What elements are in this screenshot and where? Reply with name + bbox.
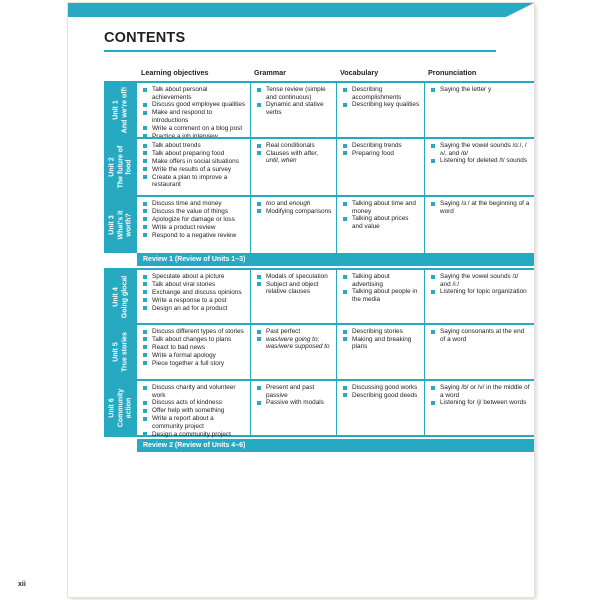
pronunciation-text: Saying the vowel sounds /ɑː/, /ʌ/, and /ɒ/	[440, 142, 527, 157]
vocabulary-cell	[336, 381, 424, 435]
pronunciation-cell	[424, 139, 534, 195]
bullet-icon	[143, 175, 147, 179]
grammar-item	[257, 328, 332, 336]
vocabulary-text: Describing good deeds	[352, 391, 418, 399]
unit-label-line: Unit 6	[107, 398, 115, 418]
unit-row	[104, 195, 534, 253]
bullet-icon	[257, 401, 261, 405]
vocabulary-item	[343, 215, 420, 230]
vocabulary-item	[343, 328, 420, 336]
pronunciation-text: Saying /ɜː/ at the beginning of a word	[440, 200, 530, 215]
unit-label-line: The future of	[116, 145, 124, 189]
objectives-text: Talk about preparing food	[152, 149, 225, 157]
grammar-text: Passive with modals	[266, 399, 324, 407]
objectives-item	[143, 289, 246, 297]
bullet-icon	[143, 217, 147, 221]
pronunciation-item	[431, 142, 530, 157]
pronunciation-text: Saying /b/ or /v/ in the middle of a word	[440, 384, 530, 399]
objectives-cell	[137, 270, 250, 323]
bullet-icon	[257, 275, 261, 279]
column-header-objectives: Learning objectives	[141, 68, 209, 77]
pronunciation-text: Listening for topic organization	[440, 288, 527, 296]
unit-row	[104, 268, 534, 323]
unit-row	[104, 137, 534, 195]
bullet-icon	[431, 330, 435, 334]
unit-label-line: worth?	[124, 213, 132, 237]
grammar-text: Modals of speculation	[266, 273, 328, 280]
bullet-icon	[257, 209, 261, 213]
bullet-icon	[257, 103, 261, 107]
bullet-icon	[143, 345, 147, 349]
unit-label-line: Unit 4	[112, 286, 119, 307]
objectives-text: Create a plan to improve a restaurant	[152, 173, 228, 189]
objectives-item	[143, 101, 246, 109]
grammar-text: Modifying comparisons	[266, 207, 332, 215]
grammar-item	[257, 399, 332, 407]
objectives-item	[143, 109, 246, 124]
vocabulary-item	[343, 288, 420, 303]
unit-label-line: Going glocal	[120, 275, 128, 318]
unit-label-line: action	[124, 397, 132, 419]
grammar-item	[257, 101, 332, 116]
grammar-text: Past perfect	[266, 328, 301, 335]
grammar-text: Present and past passive	[266, 384, 315, 399]
objectives-text: Talk about trends	[152, 142, 201, 149]
vocabulary-text: Making and breaking plans	[352, 335, 412, 351]
bullet-icon	[343, 290, 347, 294]
vocabulary-cell	[336, 83, 424, 137]
bullet-icon	[143, 225, 147, 229]
grammar-cell	[250, 197, 336, 253]
bullet-icon	[143, 353, 147, 357]
unit-label-line: And we're off!	[120, 86, 128, 134]
vocabulary-text: Describing accomplishments	[352, 86, 402, 101]
bullet-icon	[257, 386, 261, 390]
pronunciation-item	[431, 328, 530, 343]
unit-label-line: Unit 1	[112, 100, 119, 120]
objectives-item	[143, 328, 246, 336]
objectives-text: Discuss different types of stories	[152, 328, 244, 335]
objectives-item	[143, 200, 246, 208]
pronunciation-text: Saying the letter y	[440, 86, 492, 93]
unit-label	[112, 275, 129, 317]
vocabulary-text: Preparing food	[352, 149, 394, 157]
vocabulary-text: Talking about prices and value	[352, 215, 409, 230]
unit-tab	[104, 139, 137, 195]
pronunciation-item	[431, 157, 530, 165]
objectives-text: Offer help with something	[152, 407, 225, 415]
grammar-item	[257, 142, 332, 150]
unit-label	[108, 211, 134, 240]
bullet-icon	[431, 202, 435, 206]
objectives-text: Discuss good employee qualities	[152, 101, 246, 109]
bullet-icon	[257, 151, 261, 155]
unit-label	[112, 87, 129, 133]
vocabulary-item	[343, 200, 420, 215]
bullet-icon	[343, 103, 347, 107]
grammar-cell	[250, 83, 336, 137]
vocabulary-text: Describing stories	[352, 328, 403, 335]
unit-tab	[104, 197, 137, 253]
vocabulary-text: Talking about people in the media	[352, 288, 418, 303]
column-header-grammar: Grammar	[254, 68, 286, 77]
unit-row	[104, 379, 534, 437]
vocabulary-item	[343, 336, 420, 351]
objectives-cell	[137, 83, 250, 140]
bullet-icon	[143, 290, 147, 294]
vocabulary-text: Talking about advertising	[352, 273, 390, 288]
vocabulary-item	[343, 101, 420, 109]
unit-row	[104, 81, 534, 140]
objectives-item	[143, 336, 246, 344]
objectives-item	[143, 384, 246, 399]
vocabulary-item	[343, 86, 420, 101]
vocabulary-cell	[336, 270, 424, 323]
objectives-item	[143, 216, 246, 224]
objectives-text: Write a report about a community project	[152, 415, 214, 430]
objectives-text: Discuss acts of kindness	[152, 399, 222, 407]
pronunciation-cell	[424, 381, 534, 435]
grammar-text: Clauses with after, until, when	[266, 149, 319, 165]
objectives-text: Practice a job interview	[152, 132, 218, 140]
objectives-item	[143, 125, 246, 133]
bullet-icon	[143, 209, 147, 213]
vocabulary-text: Discussing good works	[352, 384, 418, 391]
vocabulary-cell	[336, 325, 424, 379]
grammar-item	[257, 150, 332, 165]
unit-label-line: food	[124, 159, 132, 175]
objectives-text: Write a response to a post	[152, 296, 227, 304]
objectives-item	[143, 86, 246, 101]
bullet-icon	[143, 337, 147, 341]
objectives-item	[143, 281, 246, 289]
column-header-vocabulary: Vocabulary	[340, 68, 379, 77]
unit-label-line: Unit 3	[107, 215, 115, 235]
bullet-icon	[431, 144, 435, 148]
objectives-item	[143, 158, 246, 166]
unit-label	[108, 146, 134, 189]
unit-tab	[104, 381, 137, 435]
vocabulary-item	[343, 150, 420, 158]
objectives-text: Discuss the value of things	[152, 207, 229, 215]
pronunciation-item	[431, 200, 530, 215]
grammar-item	[257, 384, 332, 399]
vocabulary-text: Describing key qualities	[352, 101, 420, 109]
bullet-icon	[343, 202, 347, 206]
objectives-item	[143, 407, 246, 415]
book-page	[18, 3, 534, 597]
objectives-cell	[137, 197, 250, 253]
review-banner: Review 1 (Review of Units 1–3)	[137, 253, 534, 266]
objectives-item	[143, 142, 246, 150]
objectives-text: Respond to a negative review	[152, 231, 237, 239]
unit-label	[112, 332, 129, 372]
grammar-cell	[250, 270, 336, 323]
objectives-text: Apologize for damage or loss	[152, 215, 235, 223]
objectives-item	[143, 150, 246, 158]
objectives-text: Design a community project	[152, 430, 231, 438]
bullet-icon	[257, 202, 261, 206]
bullet-icon	[143, 167, 147, 171]
bullet-icon	[143, 151, 147, 155]
grammar-cell	[250, 381, 336, 435]
pronunciation-item	[431, 399, 530, 407]
pronunciation-cell	[424, 197, 534, 253]
bullet-icon	[343, 275, 347, 279]
objectives-text: Make and respond to introductions	[152, 109, 213, 124]
pronunciation-item	[431, 288, 530, 296]
review-banner: Review 2 (Review of Units 4–6)	[137, 439, 534, 452]
unit-label	[108, 389, 134, 428]
bullet-icon	[431, 159, 435, 163]
pronunciation-cell	[424, 83, 534, 137]
page-number: xii	[18, 581, 26, 588]
objectives-item	[143, 360, 246, 368]
title-rule	[104, 50, 496, 52]
pronunciation-cell	[424, 270, 534, 323]
page-title: CONTENTS	[104, 30, 186, 46]
bullet-icon	[431, 290, 435, 294]
bullet-icon	[143, 401, 147, 405]
objectives-text: Speculate about a picture	[152, 273, 225, 280]
bullet-icon	[143, 432, 147, 436]
pronunciation-text: Saying consonants at the end of a word	[440, 328, 525, 343]
bullet-icon	[143, 330, 147, 334]
objectives-text: Exchange and discuss opinions	[152, 288, 242, 296]
vocabulary-item	[343, 273, 420, 288]
unit-row	[104, 323, 534, 379]
pronunciation-item	[431, 273, 530, 288]
bullet-icon	[143, 386, 147, 390]
objectives-text: Write a formal apology	[152, 351, 216, 359]
objectives-item	[143, 166, 246, 174]
objectives-text: Piece together a full story	[152, 359, 225, 367]
objectives-item	[143, 232, 246, 240]
bullet-icon	[257, 282, 261, 286]
objectives-item	[143, 399, 246, 407]
bullet-icon	[143, 88, 147, 92]
objectives-item	[143, 208, 246, 216]
bullet-icon	[143, 111, 147, 115]
bullet-icon	[143, 202, 147, 206]
bullet-icon	[143, 275, 147, 279]
grammar-item	[257, 208, 332, 216]
grammar-cell	[250, 325, 336, 379]
column-headers	[104, 68, 534, 82]
grammar-item	[257, 200, 332, 208]
objectives-text: Design an ad for a product	[152, 304, 228, 312]
objectives-item	[143, 297, 246, 305]
unit-tab	[104, 325, 137, 379]
bullet-icon	[143, 233, 147, 237]
objectives-item	[143, 352, 246, 360]
bullet-icon	[343, 217, 347, 221]
objectives-text: Write the results of a survey	[152, 165, 232, 173]
unit-label-line: Community	[116, 388, 124, 428]
grammar-item	[257, 86, 332, 101]
unit-label-line: Unit 2	[107, 157, 115, 177]
bullet-icon	[143, 361, 147, 365]
bullet-icon	[143, 417, 147, 421]
unit-label-line: Unit 5	[112, 342, 119, 362]
pronunciation-text: Listening for deleted /t/ sounds	[440, 157, 528, 165]
vocabulary-cell	[336, 197, 424, 253]
bullet-icon	[431, 275, 435, 279]
objectives-text: Discuss charity and volunteer work	[152, 384, 236, 399]
top-accent-bar	[68, 3, 534, 17]
grammar-item	[257, 273, 332, 281]
bullet-icon	[143, 298, 147, 302]
objectives-item	[143, 344, 246, 352]
bullet-icon	[257, 337, 261, 341]
grammar-item	[257, 281, 332, 296]
unit-tab	[104, 270, 137, 323]
unit-label-line: What's it	[116, 210, 124, 240]
unit-tab	[104, 83, 137, 137]
vocabulary-text: Talking about time and money	[352, 200, 416, 215]
objectives-text: Talk about personal achievements	[152, 86, 208, 101]
vocabulary-item	[343, 392, 420, 400]
grammar-text: Subject and object relative clauses	[266, 280, 319, 296]
objectives-text: Write a comment on a blog post	[152, 124, 243, 132]
column-header-pronunciation: Pronunciation	[428, 68, 477, 77]
bullet-icon	[343, 330, 347, 334]
objectives-text: Talk about changes to plans	[152, 335, 232, 343]
pronunciation-cell	[424, 325, 534, 379]
grammar-text: was/were going to; was/were supposed to	[266, 335, 330, 351]
bullet-icon	[343, 337, 347, 341]
objectives-item	[143, 431, 246, 439]
vocabulary-item	[343, 142, 420, 150]
objectives-text: Make offers in social situations	[152, 157, 239, 165]
objectives-item	[143, 305, 246, 313]
bullet-icon	[343, 151, 347, 155]
pronunciation-item	[431, 384, 530, 399]
bullet-icon	[143, 103, 147, 107]
bullet-icon	[343, 144, 347, 148]
unit-label-line: True stories	[120, 332, 128, 372]
bullet-icon	[431, 88, 435, 92]
pronunciation-text: Listening for /j/ between words	[440, 399, 527, 407]
bullet-icon	[257, 144, 261, 148]
bullet-icon	[143, 144, 147, 148]
objectives-cell	[137, 139, 250, 195]
pronunciation-item	[431, 86, 530, 94]
vocabulary-cell	[336, 139, 424, 195]
bullet-icon	[143, 409, 147, 413]
bullet-icon	[431, 386, 435, 390]
vocabulary-item	[343, 384, 420, 392]
bullet-icon	[343, 393, 347, 397]
grammar-text: Dynamic and stative verbs	[266, 101, 324, 116]
bullet-icon	[143, 159, 147, 163]
pronunciation-text: Saying the vowel sounds /ɪ/ and /iː/	[440, 273, 519, 288]
objectives-item	[143, 174, 246, 189]
objectives-cell	[137, 381, 250, 438]
bullet-icon	[143, 282, 147, 286]
objectives-item	[143, 273, 246, 281]
bullet-icon	[257, 88, 261, 92]
objectives-item	[143, 224, 246, 232]
grammar-text: too and enough	[266, 200, 311, 207]
grammar-item	[257, 336, 332, 351]
objectives-text: Talk about viral stories	[152, 280, 216, 288]
vocabulary-text: Describing trends	[352, 142, 402, 149]
bullet-icon	[343, 386, 347, 390]
grammar-text: Real conditionals	[266, 142, 315, 149]
bullet-icon	[343, 88, 347, 92]
objectives-text: Write a product review	[152, 223, 216, 231]
grammar-text: Tense review (simple and continuous)	[266, 86, 326, 101]
grammar-cell	[250, 139, 336, 195]
objectives-item	[143, 415, 246, 430]
objectives-text: Discuss time and money	[152, 200, 222, 207]
objectives-cell	[137, 325, 250, 379]
bullet-icon	[143, 306, 147, 310]
bullet-icon	[431, 401, 435, 405]
bullet-icon	[257, 330, 261, 334]
objectives-text: React to bad news	[152, 343, 205, 351]
bullet-icon	[143, 126, 147, 130]
